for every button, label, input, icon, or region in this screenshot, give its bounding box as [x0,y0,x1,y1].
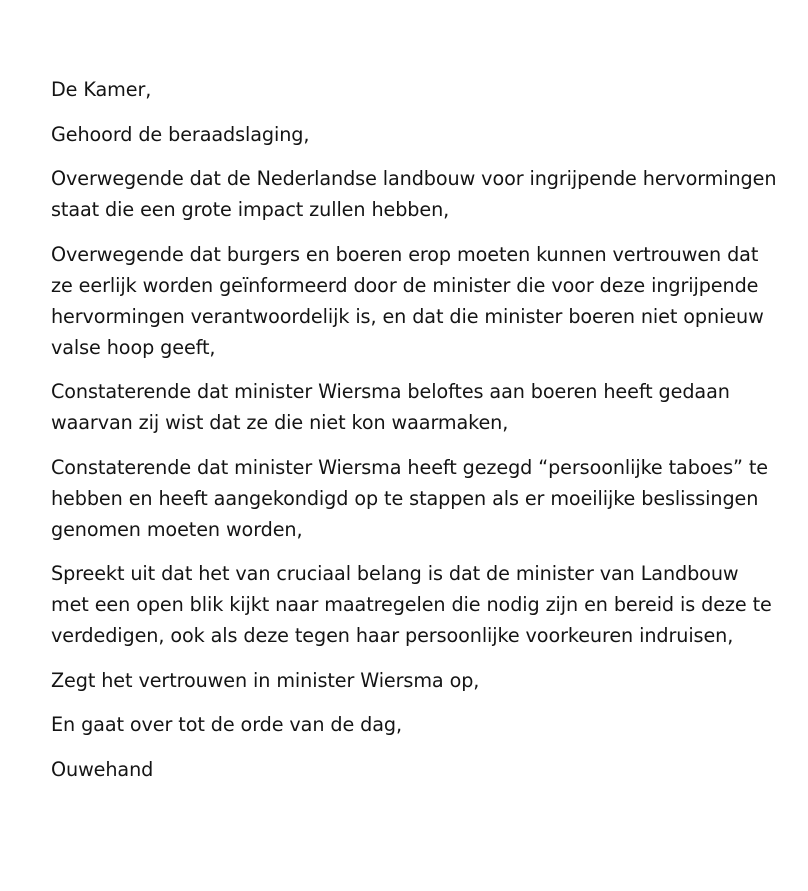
order-of-day-line: En gaat over tot de orde van de dag, [51,713,403,736]
declaration-paragraph: Spreekt uit dat het van cruciaal belang is dat de minister van Landbouw met een open blik kijkt naar maatregelen die nodig zijn en bereid is deze te verdedigen, ook als deze tegen haar persoonlijke voorkeuren indruisen, [51,562,772,647]
signatory-name: Ouwehand [51,757,154,781]
noting-paragraph-1: Constaterende dat minister Wiersma beloftes aan boeren heeft gedaan waarvan zij wist dat ze die niet kon waarmaken, [51,380,730,434]
considering-paragraph-2: Overwegende dat burgers en boeren erop moeten kunnen vertrouwen dat ze eerlijk worden geïnformeerd door de minister die voor deze ingrijpende hervormingen verantwoordelijk is, en dat die minister boeren niet opnieuw valse hoop geeft, [51,242,764,359]
motion-document [51,74,781,798]
addressee-line: De Kamer, [51,78,152,101]
no-confidence-line: Zegt het vertrouwen in minister Wiersma op, [51,668,480,692]
considering-paragraph-1: Overwegende dat de Nederlandse landbouw voor ingrijpende hervormingen staat die een grote impact zullen hebben, [51,167,777,221]
deliberation-line: Gehoord de beraadslaging, [51,122,310,146]
noting-paragraph-2: Constaterende dat minister Wiersma heeft gezegd “persoonlijke taboes” te hebben en heeft aangekondigd op te stappen als er moeilijke beslissingen genomen moeten worden, [51,455,768,541]
